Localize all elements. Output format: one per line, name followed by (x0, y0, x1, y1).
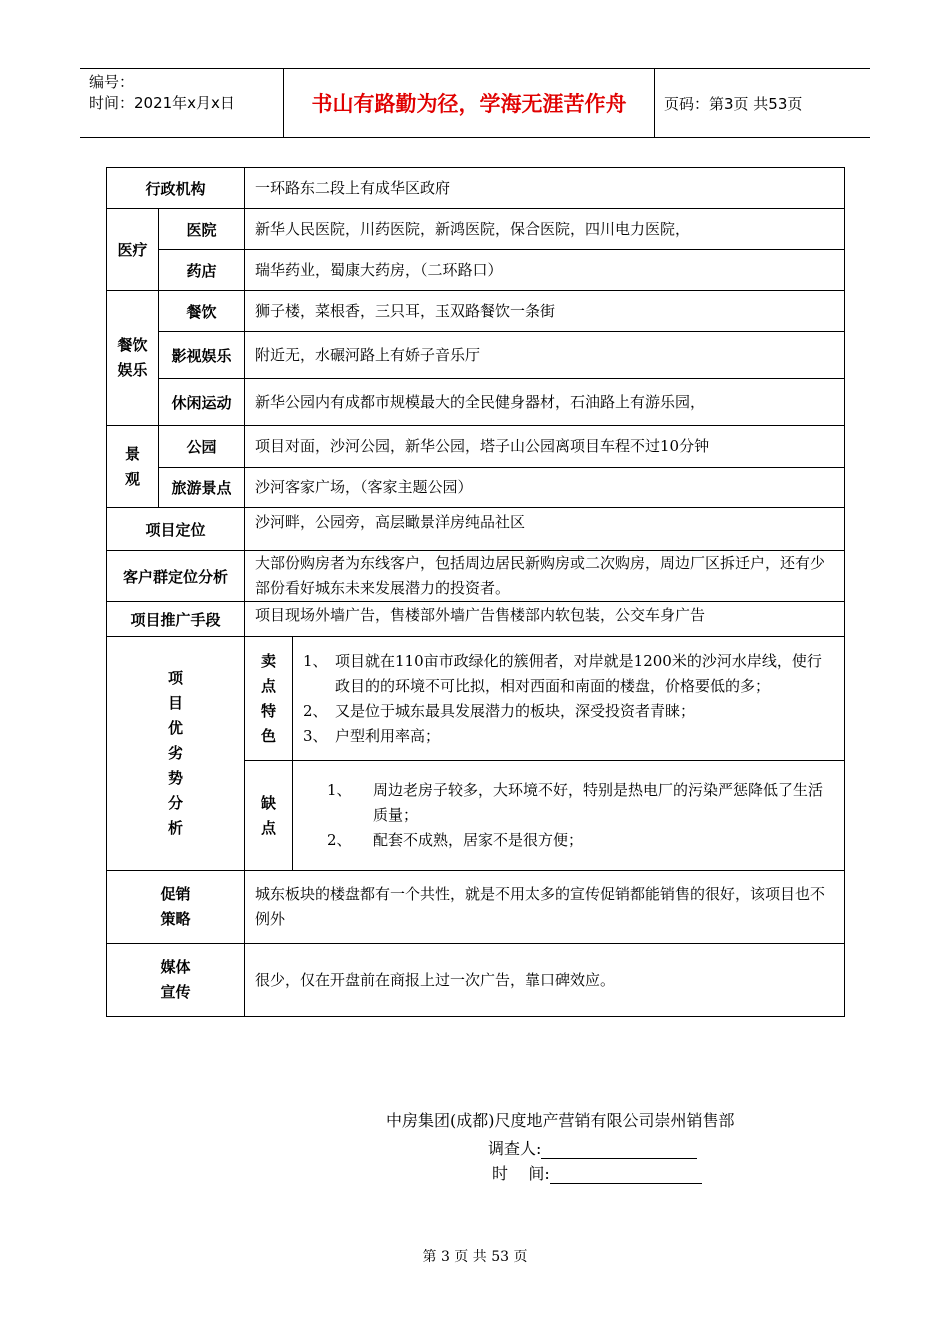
label-char: 势 (168, 769, 184, 787)
label-char: 分 (168, 794, 184, 812)
hospital-label: 医院 (159, 209, 245, 250)
investigator-line (541, 1140, 697, 1159)
food-label: 餐饮 (159, 291, 245, 332)
list-item-text: 又是位于城东最具发展潜力的板块，深受投资者青睐； (335, 701, 696, 720)
list-item-number: 1、 (327, 781, 352, 799)
footer-company: 中房集团(成都)尺度地产营销有限公司崇州销售部 (386, 1111, 735, 1130)
positioning-label: 项目定位 (107, 508, 245, 551)
admin-label: 行政机构 (107, 168, 245, 209)
list-item-number: 2、 (303, 701, 328, 720)
leisure-value: 新华公园内有成都市规模最大的全民健身器材，石油路上有游乐园， (245, 379, 845, 426)
label-char: 析 (168, 819, 184, 837)
weaknesses-cell (293, 761, 845, 871)
dining-label-line2: 娱乐 (117, 361, 148, 379)
list-item-text: 项目就在110亩市政绿化的簇佣者，对岸就是1200米的沙河水岸线，使行政目的的环境不可比拟，相对西面和南面的楼盘，价格要低的多； (335, 651, 822, 695)
food-value: 狮子楼，菜根香，三只耳，玉双路餐饮一条街 (245, 291, 845, 332)
label-char: 卖 (261, 651, 277, 670)
label-char: 色 (261, 726, 277, 745)
time-row (492, 1161, 702, 1184)
weaknesses-label (245, 761, 293, 871)
customer-label: 客户群定位分析 (107, 551, 245, 602)
strengths-label-chars (245, 649, 292, 749)
list-item (303, 649, 834, 699)
swot-label (107, 637, 245, 871)
customer-value: 大部份购房者为东线客户，包括周边居民新购房或二次购房，周边厂区拆迁户，还有少部份看好城东未来发展潜力的投资者。 (245, 551, 845, 602)
sales-strategy-label-line1: 促销 (160, 885, 191, 903)
header-number: 编号： (89, 73, 135, 91)
sales-strategy-label (107, 871, 245, 944)
row-promotion-means (107, 602, 845, 637)
weaknesses-list (293, 772, 844, 859)
scenery-label-line1: 景 (124, 444, 140, 463)
promotion-means-value: 项目现场外墙广告，售楼部外墙广告售楼部内软包装，公交车身广告 (245, 602, 845, 637)
row-sales-strategy (107, 871, 845, 944)
row-admin (107, 168, 845, 209)
row-film (107, 332, 845, 379)
investigator-row (488, 1136, 697, 1159)
park-value: 项目对面，沙河公园，新华公园，塔子山公园离项目车程不过10分钟 (245, 426, 845, 468)
list-item (303, 699, 834, 724)
tour-value: 沙河客家广场，（客家主题公园） (245, 468, 845, 508)
label-char: 缺 (261, 793, 277, 812)
list-item-number: 2、 (327, 831, 352, 849)
row-strengths (107, 637, 845, 761)
list-item (303, 724, 834, 749)
list-item-number: 1、 (303, 651, 328, 670)
page-number: 第 3 页 共 53 页 (422, 1249, 528, 1265)
strengths-label (245, 637, 293, 761)
label-char: 优 (168, 719, 184, 737)
strengths-list (293, 643, 844, 755)
label-char: 点 (261, 818, 277, 837)
medical-label: 医疗 (107, 209, 159, 291)
sales-strategy-label-line2: 策略 (160, 910, 191, 928)
row-customer (107, 551, 845, 602)
row-pharmacy (107, 250, 845, 291)
pharmacy-value: 瑞华药业，蜀康大药房，（二环路口） (245, 250, 845, 291)
strengths-cell (293, 637, 845, 761)
header-meta (80, 69, 283, 137)
header-time: 时间：2021年x月x日 (89, 94, 235, 112)
time-label: 时 间: (492, 1164, 550, 1183)
list-item-text: 户型利用率高； (335, 726, 441, 745)
investigator-label: 调查人: (488, 1139, 542, 1158)
park-label: 公园 (159, 426, 245, 468)
survey-table (106, 167, 845, 1017)
row-media (107, 944, 845, 1017)
dining-label-line1: 餐饮 (117, 336, 148, 354)
label-char: 目 (168, 694, 184, 712)
media-label-line1: 媒体 (160, 958, 191, 976)
hospital-value: 新华人民医院，川药医院，新鸿医院，保合医院，四川电力医院， (245, 209, 845, 250)
media-label-line2: 宣传 (160, 983, 191, 1001)
label-char: 劣 (168, 744, 184, 762)
label-char: 特 (261, 701, 277, 720)
scenery-label-line2: 观 (124, 469, 140, 488)
row-park (107, 426, 845, 468)
header-page: 页码：第3页 共53页 (664, 94, 803, 113)
list-item (303, 778, 834, 828)
pharmacy-label: 药店 (159, 250, 245, 291)
admin-value: 一环路东二段上有成华区政府 (245, 168, 845, 209)
row-positioning (107, 508, 845, 551)
film-label: 影视娱乐 (159, 332, 245, 379)
list-item (303, 828, 834, 853)
positioning-value: 沙河畔，公园旁，高层瞰景洋房纯品社区 (245, 508, 845, 551)
media-label (107, 944, 245, 1017)
weaknesses-label-chars (245, 791, 292, 841)
tour-label: 旅游景点 (159, 468, 245, 508)
row-hospital (107, 209, 845, 250)
row-leisure (107, 379, 845, 426)
row-tour (107, 468, 845, 508)
time-line (550, 1165, 702, 1184)
list-item-text: 周边老房子较多，大环境不好，特别是热电厂的污染严惩降低了生活质量； (373, 781, 824, 824)
leisure-label: 休闲运动 (159, 379, 245, 426)
promotion-means-label: 项目推广手段 (107, 602, 245, 637)
media-value: 很少，仅在开盘前在商报上过一次广告，靠口碑效应。 (245, 944, 845, 1017)
label-char: 点 (261, 676, 277, 695)
row-food (107, 291, 845, 332)
swot-label-chars (107, 666, 244, 841)
scenery-label (107, 426, 159, 508)
sales-strategy-value: 城东板块的楼盘都有一个共性，就是不用太多的宣传促销都能销售的很好，该项目也不例外 (245, 871, 845, 944)
list-item-number: 3、 (303, 726, 328, 745)
dining-label (107, 291, 159, 426)
film-value: 附近无，水碾河路上有娇子音乐厅 (245, 332, 845, 379)
list-item-text: 配套不成熟，居家不是很方便； (373, 831, 584, 849)
page-header (80, 68, 870, 138)
header-motto: 书山有路勤为径，学海无涯苦作舟 (283, 69, 655, 137)
label-char: 项 (168, 669, 184, 687)
